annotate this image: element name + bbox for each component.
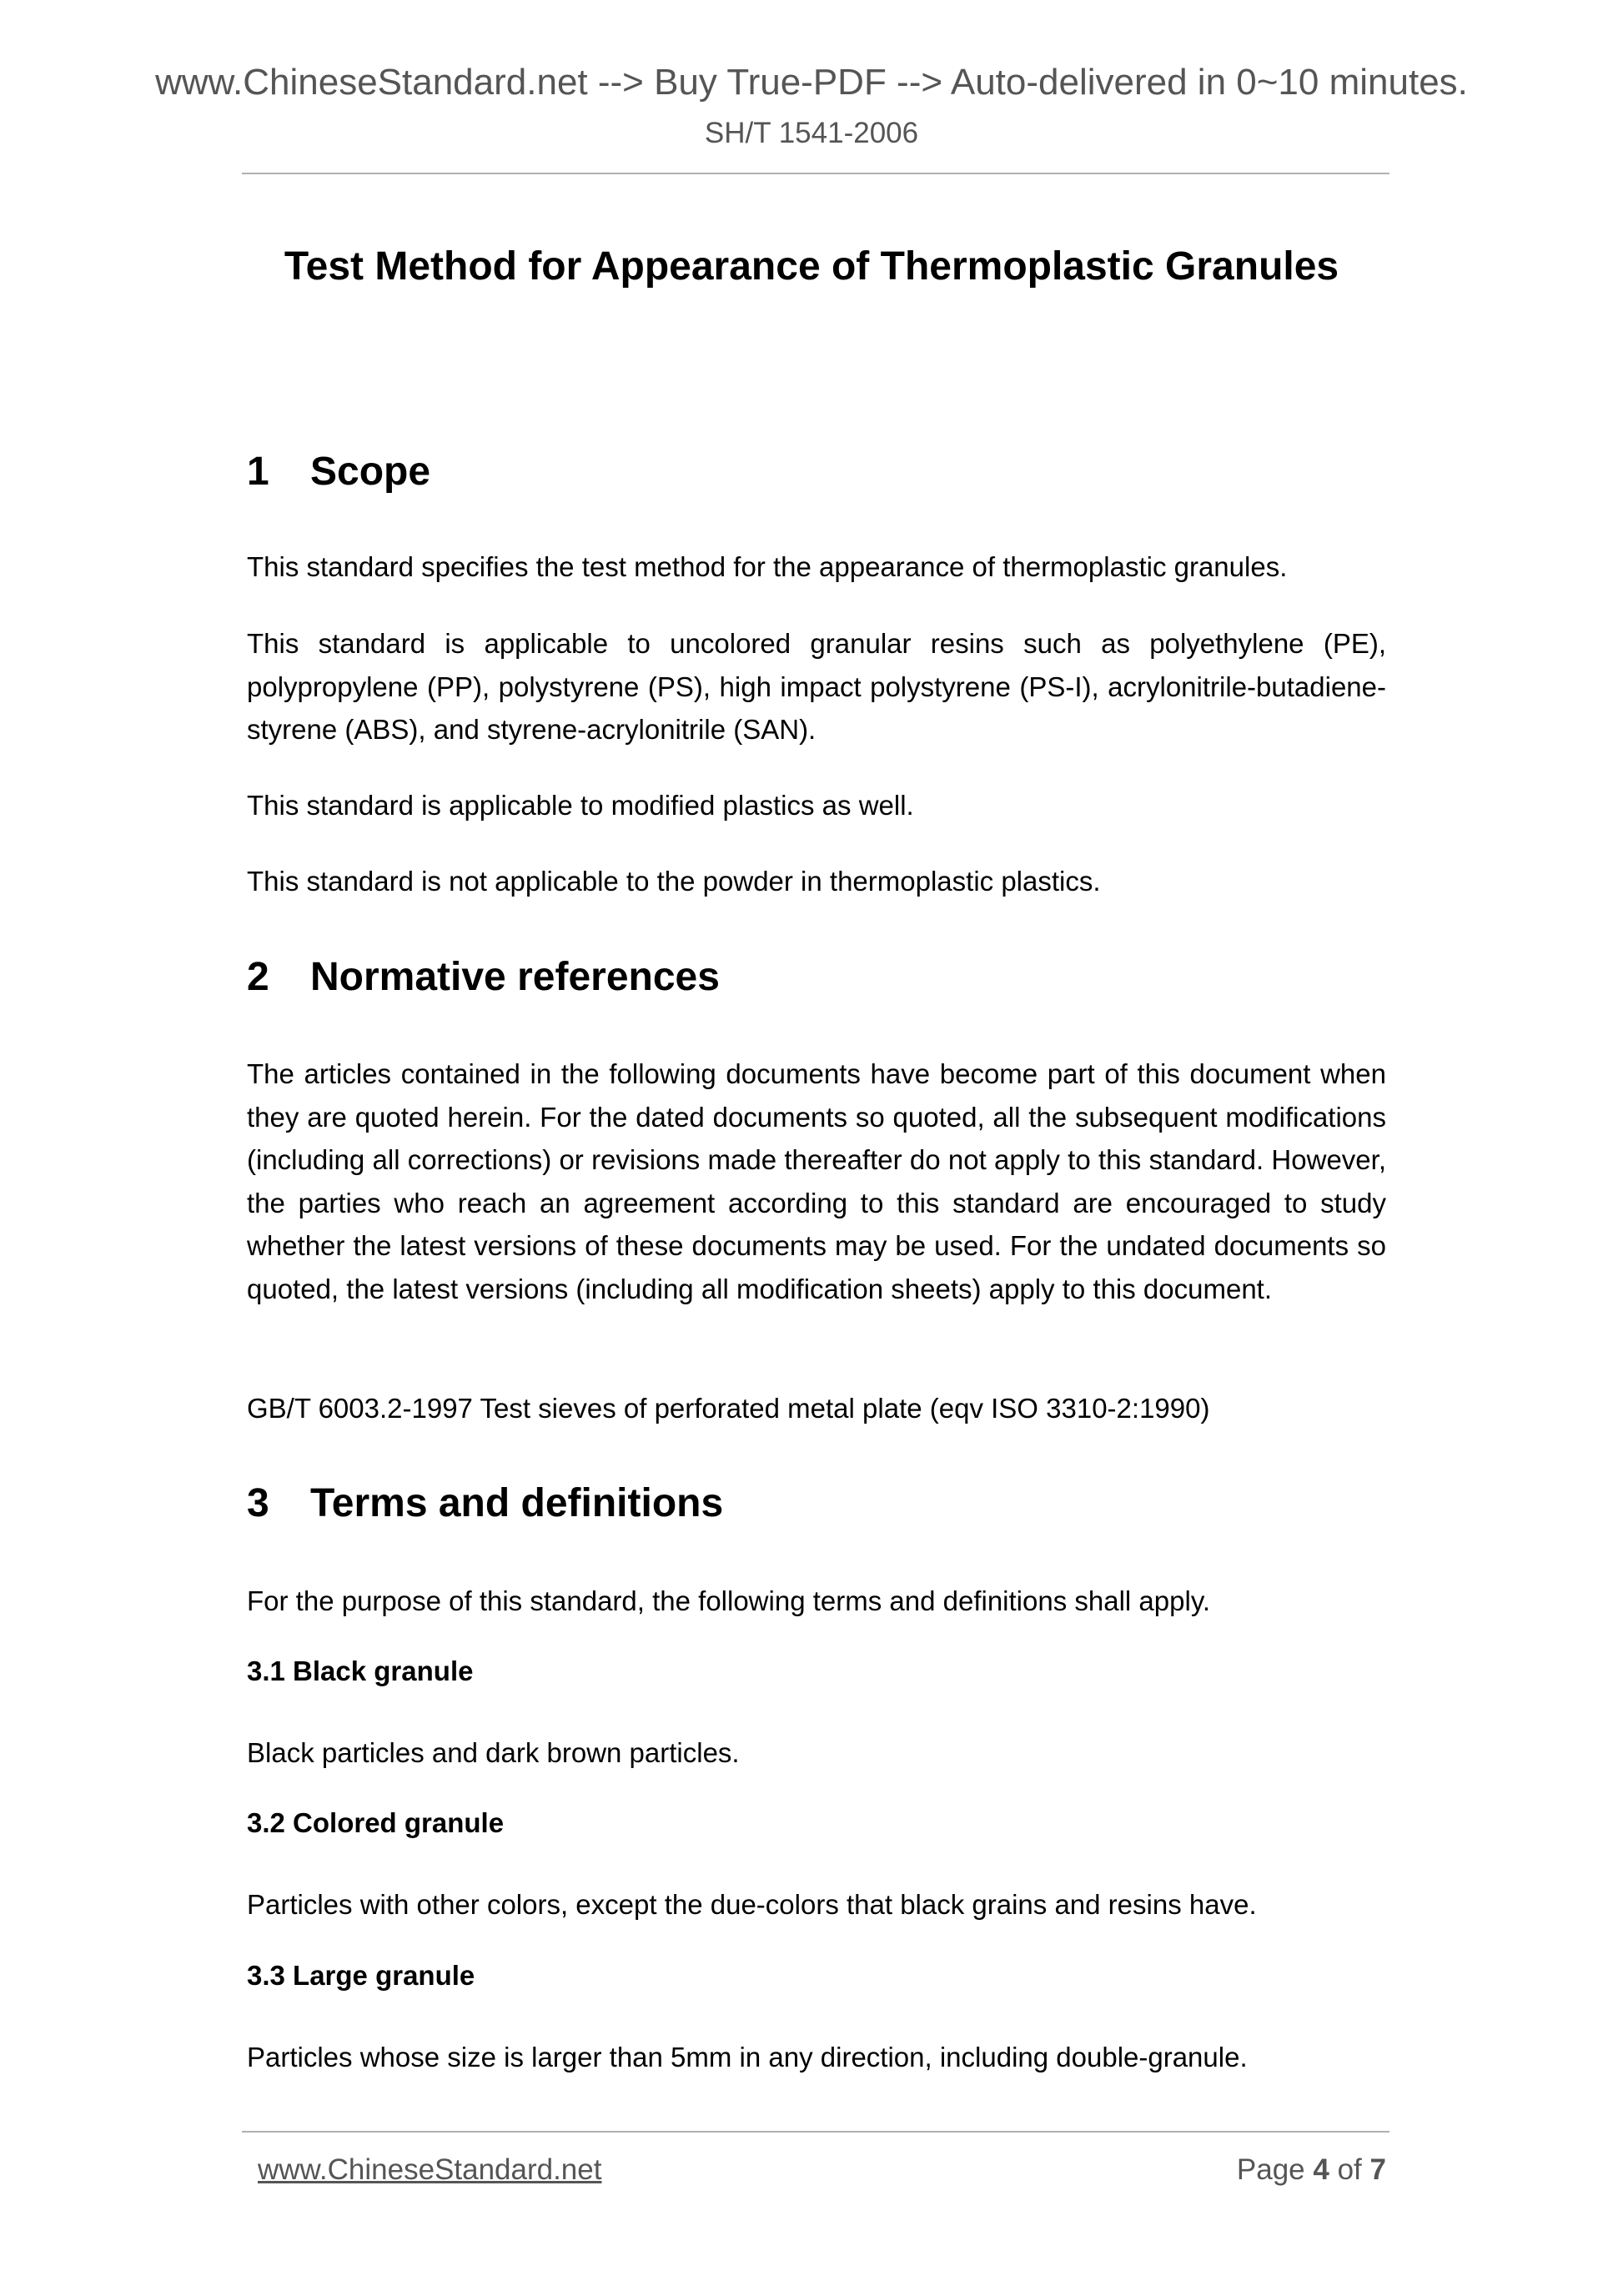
- header-banner: www.ChineseStandard.net --> Buy True-PDF --> Auto-delivered in 0~10 minutes.: [155, 62, 1468, 103]
- section-heading-terms-and-definitions: [247, 1480, 723, 1526]
- term-label: 3.1 Black granule: [247, 1655, 474, 1686]
- section-number: 1: [247, 450, 269, 494]
- term-definition: Particles whose size is larger than 5mm in any direction, including double-granule.: [247, 2042, 1248, 2072]
- paragraph: For the purpose of this standard, the following terms and definitions shall apply.: [247, 1585, 1211, 1616]
- paragraph: This standard is applicable to modified plastics as well.: [247, 790, 914, 821]
- section-title: Normative references: [310, 955, 720, 999]
- paragraph: The articles contained in the following documents have become part of this document when they are quoted herein. For the dated documents so quoted, all the subsequent modifications (including all corrections) or revisions made thereafter do not apply to this standard. However, the parties who reach an agreement according to this standard are encouraged to study whether the latest versions of these documents may be used. For the undated documents so quoted, the latest versions (including all modification sheets) apply to this document.: [247, 1058, 1386, 1304]
- term-definition: Black particles and dark brown particles.: [247, 1737, 740, 1768]
- paragraph: This standard is not applicable to the powder in thermoplastic plastics.: [247, 866, 1101, 897]
- header-divider: [242, 173, 1389, 174]
- page-of: of: [1337, 2153, 1362, 2186]
- section-number: 2: [247, 955, 269, 999]
- footer-divider: [242, 2131, 1389, 2133]
- page-current: 4: [1313, 2153, 1329, 2186]
- term-definition: Particles with other colors, except the due-colors that black grains and resins have.: [247, 1889, 1257, 1920]
- term-label: 3.2 Colored granule: [247, 1807, 505, 1838]
- document-title: Test Method for Appearance of Thermoplastic Granules: [284, 244, 1339, 289]
- paragraph: This standard is applicable to uncolored granular resins such as polyethylene (PE), polypropylene (PP), polystyrene (PS), high impact polystyrene (PS-I), acrylonitrile-butadiene-styrene (ABS), and styrene-acrylonitrile (SAN).: [247, 628, 1386, 745]
- section-number: 3: [247, 1481, 269, 1525]
- footer-website-link[interactable]: www.ChineseStandard.net: [258, 2153, 602, 2186]
- section-title: Terms and definitions: [310, 1481, 724, 1525]
- section-title: Scope: [310, 450, 431, 494]
- page-prefix: Page: [1236, 2153, 1305, 2186]
- reference-item: GB/T 6003.2-1997 Test sieves of perforated metal plate (eqv ISO 3310-2:1990): [247, 1393, 1210, 1424]
- page-total: 7: [1369, 2153, 1386, 2186]
- paragraph: This standard specifies the test method for the appearance of thermoplastic granules.: [247, 551, 1288, 582]
- page-indicator: [1237, 2153, 1386, 2187]
- term-label: 3.3 Large granule: [247, 1960, 475, 1991]
- section-heading-normative-references: [247, 954, 720, 1000]
- standard-code: SH/T 1541-2006: [704, 117, 919, 149]
- section-heading-scope: [247, 449, 430, 495]
